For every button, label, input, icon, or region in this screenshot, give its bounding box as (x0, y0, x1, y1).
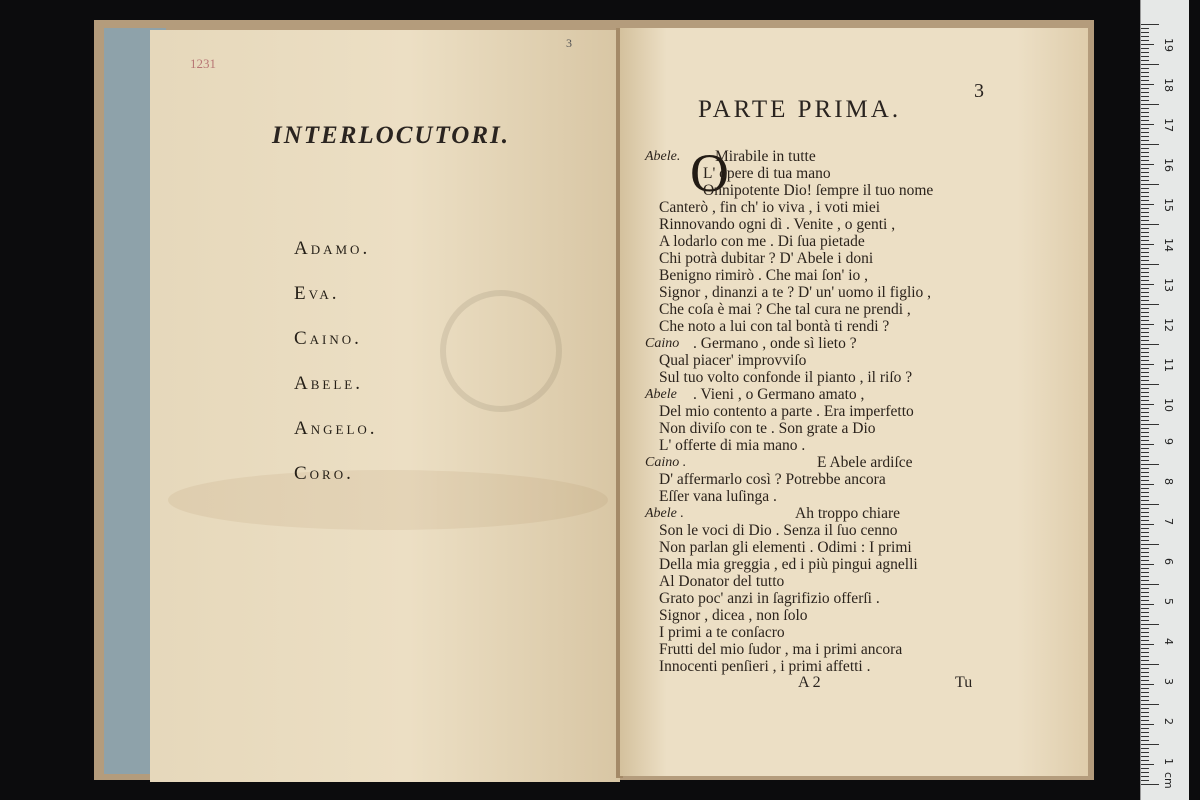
ruler-minor-tick (1141, 332, 1149, 333)
verse-line-text: L' offerte di mia mano . (659, 437, 806, 454)
ruler-major-tick (1141, 184, 1159, 185)
ruler-minor-tick (1141, 460, 1149, 461)
verse-line-text: Che coſa è mai ? Che tal cura ne prendi , (659, 301, 911, 318)
ruler-minor-tick (1141, 32, 1149, 33)
ruler-minor-tick (1141, 756, 1149, 757)
ruler-minor-tick (1141, 112, 1149, 113)
ruler-number: 19 (1162, 38, 1175, 52)
ruler-minor-tick (1141, 296, 1149, 297)
ruler-minor-tick (1141, 492, 1149, 493)
ruler-minor-tick (1141, 456, 1149, 457)
verse-line (645, 556, 1005, 573)
ruler-number: 1 (1162, 758, 1175, 765)
verse-line (645, 471, 1005, 488)
ruler-minor-tick (1141, 760, 1149, 761)
verse-line (645, 488, 1005, 505)
ruler-minor-tick (1141, 300, 1149, 301)
ruler-minor-tick (1141, 348, 1149, 349)
verse-line (645, 539, 1005, 556)
verse-line (645, 148, 1005, 165)
ruler-minor-tick (1141, 528, 1149, 529)
ruler-minor-tick (1141, 616, 1149, 617)
verse-line-text: Frutti del mio ſudor , ma i primi ancora (659, 641, 903, 658)
verse-line-text: Sul tuo volto confonde il pianto , il riſo ? (659, 369, 913, 386)
ruler-minor-tick (1141, 516, 1149, 517)
verse-line-text: I primi a te conſacro (659, 624, 785, 641)
ruler-number: 17 (1162, 118, 1175, 132)
ruler-minor-tick (1141, 56, 1149, 57)
ruler-minor-tick (1141, 364, 1154, 365)
ruler-minor-tick (1141, 432, 1149, 433)
ruler-minor-tick (1141, 680, 1149, 681)
ruler-number: 12 (1162, 318, 1175, 332)
ruler-minor-tick (1141, 312, 1149, 313)
ruler-minor-tick (1141, 272, 1149, 273)
cast-caino: Caino. (294, 328, 362, 349)
ruler-minor-tick (1141, 748, 1149, 749)
ruler-minor-tick (1141, 176, 1149, 177)
ruler-minor-tick (1141, 508, 1149, 509)
ruler-minor-tick (1141, 96, 1149, 97)
ruler-minor-tick (1141, 72, 1149, 73)
ruler-minor-tick (1141, 288, 1149, 289)
ruler-minor-tick (1141, 168, 1149, 169)
ruler-minor-tick (1141, 220, 1149, 221)
cast-eva: Eva. (294, 283, 340, 304)
verse-line-text: Rinnovando ogni dì . Venite , o genti , (659, 216, 896, 233)
ruler-minor-tick (1141, 692, 1149, 693)
cast-list (294, 234, 378, 504)
ruler-major-tick (1141, 104, 1159, 105)
verse-line (645, 182, 1005, 199)
ruler-minor-tick (1141, 128, 1149, 129)
ruler-minor-tick (1141, 28, 1149, 29)
ruler-minor-tick (1141, 196, 1149, 197)
verse-text (645, 143, 1005, 675)
verse-line (645, 216, 1005, 233)
ruler-minor-tick (1141, 588, 1149, 589)
ruler-minor-tick (1141, 316, 1149, 317)
ruler-minor-tick (1141, 396, 1149, 397)
ruler-minor-tick (1141, 576, 1149, 577)
ruler-minor-tick (1141, 248, 1149, 249)
ruler-minor-tick (1141, 412, 1149, 413)
ruler-minor-tick (1141, 172, 1149, 173)
ruler-major-tick (1141, 224, 1159, 225)
ruler-number: 3 (1162, 678, 1175, 685)
ruler-major-tick (1141, 584, 1159, 585)
ruler-minor-tick (1141, 712, 1149, 713)
verse-line (645, 437, 1005, 454)
ruler-minor-tick (1141, 372, 1149, 373)
verse-line (645, 590, 1005, 607)
ruler-minor-tick (1141, 596, 1149, 597)
ruler-minor-tick (1141, 612, 1149, 613)
cast-angelo: Angelo. (294, 418, 378, 439)
ruler-minor-tick (1141, 84, 1154, 85)
ruler-minor-tick (1141, 644, 1154, 645)
ruler-minor-tick (1141, 152, 1149, 153)
ruler-minor-tick (1141, 360, 1149, 361)
verse-line-text: Chi potrà dubitar ? D' Abele i doni (659, 250, 874, 267)
verse-line-text: Innocenti penſieri , i primi affetti . (659, 658, 871, 675)
ruler-minor-tick (1141, 716, 1149, 717)
ruler-minor-tick (1141, 608, 1149, 609)
verse-line (645, 403, 1005, 420)
ruler-minor-tick (1141, 320, 1149, 321)
ruler-minor-tick (1141, 512, 1149, 513)
water-stain (168, 470, 608, 530)
ruler-minor-tick (1141, 600, 1149, 601)
ruler-major-tick (1141, 304, 1159, 305)
ruler-minor-tick (1141, 772, 1149, 773)
ruler-minor-tick (1141, 700, 1149, 701)
ruler-minor-tick (1141, 40, 1149, 41)
speaker-label: Abele (645, 387, 677, 402)
verse-line-text: Grato poc' anzi in ſagrifizio offerſi . (659, 590, 880, 607)
ruler-minor-tick (1141, 448, 1149, 449)
ruler-minor-tick (1141, 768, 1149, 769)
ruler-minor-tick (1141, 556, 1149, 557)
ruler-unit: cm (1162, 772, 1175, 789)
verse-line-text: . Vieni , o Germano amato , (693, 386, 865, 403)
speaker-label: Abele. (645, 149, 681, 164)
ruler-minor-tick (1141, 292, 1149, 293)
ruler-minor-tick (1141, 92, 1149, 93)
verse-line (645, 641, 1005, 658)
verse-line (645, 301, 1005, 318)
ruler-minor-tick (1141, 268, 1149, 269)
ruler-minor-tick (1141, 252, 1149, 253)
ruler-minor-tick (1141, 720, 1149, 721)
ruler-minor-tick (1141, 540, 1149, 541)
ruler-minor-tick (1141, 232, 1149, 233)
verse-line-text: Signor , dinanzi a te ? D' un' uomo il figlio , (659, 284, 932, 301)
ruler-major-tick (1141, 704, 1159, 705)
ruler-minor-tick (1141, 660, 1149, 661)
ruler-minor-tick (1141, 308, 1149, 309)
verse-line (645, 420, 1005, 437)
ruler-number: 8 (1162, 478, 1175, 485)
verse-line-text: Onnipotente Dio! ſempre il tuo nome (703, 182, 934, 199)
bleed-through-ornament (440, 290, 562, 412)
ruler-minor-tick (1141, 572, 1149, 573)
parte-prima-heading: PARTE PRIMA. (698, 96, 902, 123)
verse-line-text: D' affermarlo così ? Potrebbe ancora (659, 471, 886, 488)
ruler-minor-tick (1141, 676, 1149, 677)
ruler-minor-tick (1141, 376, 1149, 377)
ruler-minor-tick (1141, 44, 1154, 45)
ruler-minor-tick (1141, 76, 1149, 77)
ruler-minor-tick (1141, 52, 1149, 53)
ruler-number: 18 (1162, 78, 1175, 92)
verse-line-text: . Germano , onde sì lieto ? (693, 335, 857, 352)
ruler-major-tick (1141, 264, 1159, 265)
ruler-minor-tick (1141, 192, 1149, 193)
ruler-minor-tick (1141, 436, 1149, 437)
verse-line (645, 267, 1005, 284)
ruler-minor-tick (1141, 136, 1149, 137)
verse-line (645, 284, 1005, 301)
cast-coro: Coro. (294, 463, 354, 484)
ruler-minor-tick (1141, 620, 1149, 621)
ruler-minor-tick (1141, 496, 1149, 497)
ruler-minor-tick (1141, 236, 1149, 237)
ruler-minor-tick (1141, 688, 1149, 689)
ruler-number: 5 (1162, 598, 1175, 605)
ruler-minor-tick (1141, 240, 1149, 241)
ruler-minor-tick (1141, 672, 1149, 673)
verse-line (645, 369, 1005, 386)
ruler-number: 9 (1162, 438, 1175, 445)
verse-line-text: Son le voci di Dio . Senza il ſuo cenno (659, 522, 898, 539)
ruler-major-tick (1141, 144, 1159, 145)
ruler-minor-tick (1141, 488, 1149, 489)
ruler-number: 4 (1162, 638, 1175, 645)
verse-line (645, 233, 1005, 250)
verse-line-text: Della mia greggia , ed i più pingui agnelli (659, 556, 918, 573)
ruler-minor-tick (1141, 228, 1149, 229)
ruler-minor-tick (1141, 652, 1149, 653)
drop-cap: O (690, 143, 729, 203)
ruler-minor-tick (1141, 148, 1149, 149)
ruler-minor-tick (1141, 628, 1149, 629)
ruler-minor-tick (1141, 212, 1149, 213)
verse-line-text: Del mio contento a parte . Era imperfetto (659, 403, 914, 420)
ruler-minor-tick (1141, 524, 1154, 525)
verse-line-text: E Abele ardiſce (817, 454, 913, 471)
speaker-label: Caino . (645, 455, 687, 470)
ruler-minor-tick (1141, 592, 1149, 593)
ruler-minor-tick (1141, 188, 1149, 189)
ruler-minor-tick (1141, 548, 1149, 549)
ruler-minor-tick (1141, 164, 1154, 165)
verse-line-text: Benigno rimirò . Che mai ſon' io , (659, 267, 869, 284)
ruler-minor-tick (1141, 656, 1149, 657)
ruler-minor-tick (1141, 780, 1149, 781)
ruler-number: 11 (1162, 358, 1175, 372)
ruler-minor-tick (1141, 552, 1149, 553)
ruler-minor-tick (1141, 484, 1154, 485)
ruler-minor-tick (1141, 764, 1154, 765)
ruler-minor-tick (1141, 324, 1154, 325)
ruler-minor-tick (1141, 140, 1149, 141)
ruler-minor-tick (1141, 708, 1149, 709)
verse-line-text: Non diviſo con te . Son grate a Dio (659, 420, 876, 437)
ruler-minor-tick (1141, 500, 1149, 501)
ruler-minor-tick (1141, 108, 1149, 109)
ruler-major-tick (1141, 384, 1159, 385)
ruler-minor-tick (1141, 156, 1149, 157)
ruler-major-tick (1141, 464, 1159, 465)
ruler-minor-tick (1141, 244, 1154, 245)
verse-line-text: Non parlan gli elementi . Odimi : I primi (659, 539, 912, 556)
verse-line-text: Che noto a lui con tal bontà ti rendi ? (659, 318, 890, 335)
ruler-major-tick (1141, 504, 1159, 505)
ruler-minor-tick (1141, 568, 1149, 569)
ruler-minor-tick (1141, 340, 1149, 341)
ruler-minor-tick (1141, 408, 1149, 409)
verse-line (645, 199, 1005, 216)
ruler-major-tick (1141, 624, 1159, 625)
ruler-minor-tick (1141, 68, 1149, 69)
ruler-number: 16 (1162, 158, 1175, 172)
ruler-number: 6 (1162, 558, 1175, 565)
page-number: 3 (974, 80, 984, 102)
ruler-minor-tick (1141, 636, 1149, 637)
verse-line-text: Canterò , fin ch' io viva , i voti miei (659, 199, 881, 216)
ruler-minor-tick (1141, 284, 1154, 285)
ruler-minor-tick (1141, 124, 1154, 125)
ruler-minor-tick (1141, 60, 1149, 61)
ruler-minor-tick (1141, 752, 1149, 753)
ruler-major-tick (1141, 64, 1159, 65)
ruler-minor-tick (1141, 392, 1149, 393)
ruler-minor-tick (1141, 428, 1149, 429)
ruler-minor-tick (1141, 204, 1154, 205)
ruler-major-tick (1141, 544, 1159, 545)
verse-line (645, 386, 1005, 403)
ruler-minor-tick (1141, 640, 1149, 641)
measurement-ruler (1140, 0, 1189, 800)
ruler-minor-tick (1141, 604, 1154, 605)
verse-line-text: Eſſer vana luſinga . (659, 488, 777, 505)
ruler-minor-tick (1141, 36, 1149, 37)
ruler-minor-tick (1141, 400, 1149, 401)
verse-line-text: Ah troppo chiare (795, 505, 901, 522)
verse-line (645, 607, 1005, 624)
verse-line (645, 352, 1005, 369)
ruler-minor-tick (1141, 356, 1149, 357)
ruler-minor-tick (1141, 468, 1149, 469)
verse-line (645, 658, 1005, 675)
ruler-minor-tick (1141, 480, 1149, 481)
ruler-number: 2 (1162, 718, 1175, 725)
ruler-minor-tick (1141, 336, 1149, 337)
gathering-signature: A 2 (798, 674, 821, 691)
ruler-minor-tick (1141, 416, 1149, 417)
ruler-major-tick (1141, 424, 1159, 425)
ruler-minor-tick (1141, 580, 1149, 581)
ruler-minor-tick (1141, 160, 1149, 161)
ruler-minor-tick (1141, 648, 1149, 649)
ruler-minor-tick (1141, 280, 1149, 281)
cast-abele: Abele. (294, 373, 363, 394)
ruler-minor-tick (1141, 564, 1154, 565)
ruler-minor-tick (1141, 560, 1149, 561)
ruler-minor-tick (1141, 100, 1149, 101)
verse-line (645, 335, 1005, 352)
ruler-number: 15 (1162, 198, 1175, 212)
verse-line-text: Al Donator del tutto (659, 573, 785, 590)
ruler-minor-tick (1141, 728, 1149, 729)
verse-line-text: Qual piacer' improvviſo (659, 352, 807, 369)
verse-line (645, 522, 1005, 539)
ruler-minor-tick (1141, 256, 1149, 257)
ruler-minor-tick (1141, 696, 1149, 697)
ruler-number: 7 (1162, 518, 1175, 525)
ruler-minor-tick (1141, 668, 1149, 669)
verse-line (645, 165, 1005, 182)
ruler-minor-tick (1141, 776, 1149, 777)
verse-line-text: Mirabile in tutte (715, 148, 816, 165)
ruler-minor-tick (1141, 48, 1149, 49)
ruler-minor-tick (1141, 740, 1149, 741)
ruler-number: 14 (1162, 238, 1175, 252)
signature-mark: 3 (566, 36, 572, 50)
ruler-major-tick (1141, 24, 1159, 25)
ruler-minor-tick (1141, 368, 1149, 369)
ruler-minor-tick (1141, 380, 1149, 381)
ruler-minor-tick (1141, 88, 1149, 89)
ruler-minor-tick (1141, 732, 1149, 733)
ruler-minor-tick (1141, 260, 1149, 261)
ruler-minor-tick (1141, 276, 1149, 277)
catchword: Tu (955, 674, 973, 691)
ruler-minor-tick (1141, 632, 1149, 633)
interlocutori-heading: INTERLOCUTORI. (272, 122, 510, 149)
ruler-minor-tick (1141, 352, 1149, 353)
verse-line (645, 505, 1005, 522)
ruler-minor-tick (1141, 116, 1149, 117)
verse-line-text: L' opere di tua mano (703, 165, 831, 182)
verse-line-text: Signor , dicea , non ſolo (659, 607, 808, 624)
verse-line (645, 318, 1005, 335)
speaker-label: Abele . (645, 506, 684, 521)
ruler-minor-tick (1141, 724, 1154, 725)
ruler-minor-tick (1141, 472, 1149, 473)
verse-line-text: A lodarlo con me . Di ſua pietade (659, 233, 865, 250)
verse-line (645, 624, 1005, 641)
ruler-minor-tick (1141, 520, 1149, 521)
ruler-number: 10 (1162, 398, 1175, 412)
ruler-minor-tick (1141, 120, 1149, 121)
verse-line (645, 454, 1005, 471)
ruler-minor-tick (1141, 476, 1149, 477)
ruler-minor-tick (1141, 200, 1149, 201)
ruler-minor-tick (1141, 388, 1149, 389)
ruler-number: 13 (1162, 278, 1175, 292)
ruler-major-tick (1141, 784, 1159, 785)
ruler-minor-tick (1141, 404, 1154, 405)
ruler-minor-tick (1141, 208, 1149, 209)
cast-adamo: Adamo. (294, 238, 371, 259)
ruler-major-tick (1141, 344, 1159, 345)
ruler-minor-tick (1141, 328, 1149, 329)
ruler-major-tick (1141, 664, 1159, 665)
ruler-minor-tick (1141, 216, 1149, 217)
verse-line (645, 250, 1005, 267)
ruler-minor-tick (1141, 80, 1149, 81)
verse-line (645, 573, 1005, 590)
ruler-minor-tick (1141, 420, 1149, 421)
ruler-major-tick (1141, 744, 1159, 745)
ruler-minor-tick (1141, 440, 1149, 441)
ruler-minor-tick (1141, 132, 1149, 133)
ruler-minor-tick (1141, 452, 1149, 453)
ruler-minor-tick (1141, 444, 1154, 445)
ruler-minor-tick (1141, 532, 1149, 533)
ruler-minor-tick (1141, 736, 1149, 737)
speaker-label: Caino (645, 336, 680, 351)
ruler-minor-tick (1141, 180, 1149, 181)
ruler-minor-tick (1141, 684, 1154, 685)
pencil-note: 1231 (190, 56, 216, 71)
ruler-minor-tick (1141, 536, 1149, 537)
